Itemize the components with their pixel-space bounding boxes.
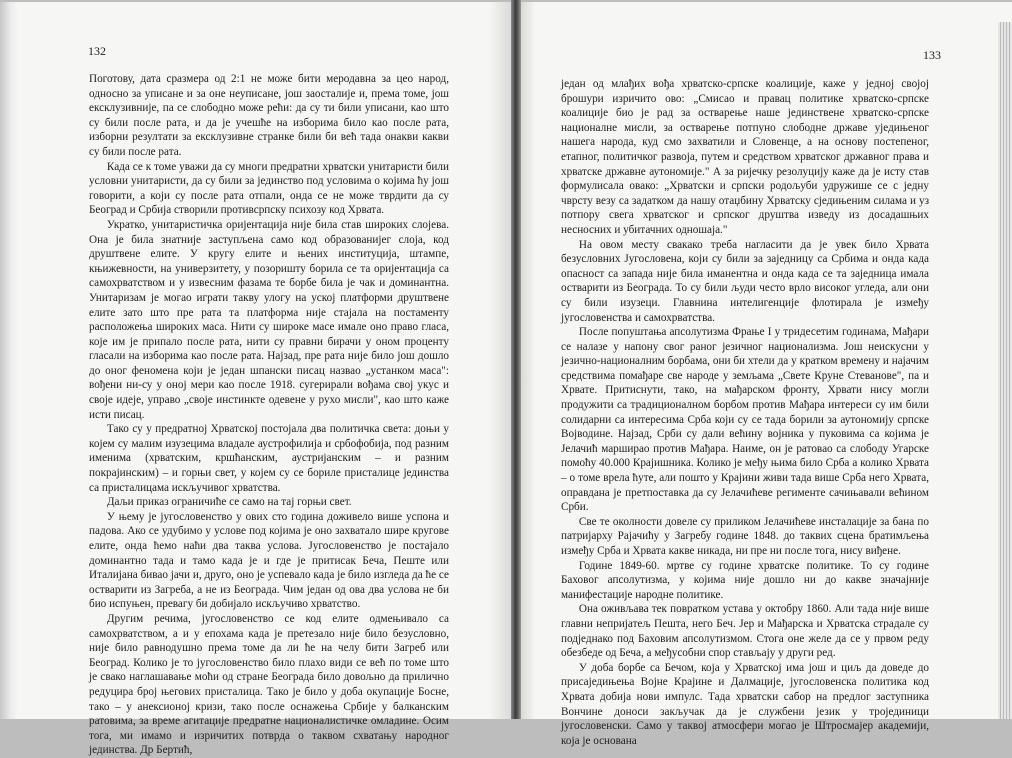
left-page-text [89,72,449,758]
page-stack-edge [998,22,1012,719]
page-number-right: 133 [923,48,941,62]
paragraph: Све те околности довеле су приликом Јелачићеве инсталације за бана по патријарху Рајачићу у Загребу године 1848. до таквих сцена братимљења између Срба и Хрвата какве никада, ни пре ни после тога, нису виђене. [561,515,929,557]
paragraph: Другим речима, југословенство се код елите одмењивало са самохрватством, а и у епохама када је претезало није било безусловно, није било равнодушно према томе да ли ће на челу бити Загреб или Београд. Колико је то југословенство било плахо види се већ по томе што је свако наглашавање моћи од стране Београда било довољно да прилично редуцира број његових присталица. Тако је било у доба окупације Босне, тако – у анексионој кризи, тако после оснажења Србије у балканским ратовима, за време агитације предратне националистичке омладине. Осим тога, ми имамо и изричитих потврда о таквом схватању народног јединства. Др Бертић, [89,612,449,757]
right-page [519,2,1012,747]
paragraph: један од млађих вођа хрватско-српске коалиције, каже у једној својој брошури изричито ово: „Смисао и правац политике хрватско-српске коалиције био је рад за остварење наше јединствене хрватско-српске националне мисли, за остварење потпуно слободне државе уједињеног нашега народа, куд смо захватили и Словенце, а на основу постепеног, етапног, политичког развоја, путем и средством хрватског државног права и хрватске државне аутономије." А за ријечку резолуцију каже да је исту став формулисала овако: „Хрватски и српски родољуби удружише се с једну чврсту везу са задатком да нашу отаџбину Хрватску сједињеним силама и уз потпору свега хрватског и српског друштва изведу из досадашњих несносних и убитачних одношаја." [561,78,929,236]
paragraph: Тако су у предратној Хрватској постојала два политичка света: доњи у којем су малим изузецима владале аустрофилија и србофобија, под разним именима (хрватским, кршћанским, аустријанским – и разним покрајинским) – и горњи свет, у којем су се бориле присталице јединства са присталицама искључивог хрватства. [89,423,449,494]
gutter-shadow [519,2,535,719]
paragraph: У доба борбе са Бечом, која у Хрватској има још и циљ да доведе до присаједињења Војне Крајине и Далмације, југословенска политика код Хрвата добија нови импулс. Тада хрватски сабор на предлог заступника Вончине доноси закључак да је службени језик у тројединици југословенски. Само у таквој атмосфери могао је Штросмајер академији, која је основана [561,661,929,747]
page-number-left: 132 [88,44,106,58]
paragraph: После попуштања апсолутизма Фрање I у тридесетим годинама, Мађари се налазе у напону свог раног језичног национализма. Још неискусни у језично-националним борбама, они би хтели да у кратком времену и најачим средствима помађаре све народе у земљама „Свете Круне Стевановe", па и Хрвате. Притиснути, тако, на мађарском фронту, Хрвати нису могли продужити са традиционалном борбом против Мађара интереси су им били солидарни са интересима Срба који су се тада борили за аутономију српске Војводине. Најзад, Срби су дали већину војника у пуковима са којима је Јелачић марширао против Мађара. Наиме, он је ратовао са слободу Угарске помоћу 40.000 Крајишника. Колико је међу њима било Срба а колико Хрвата – о томе врела ћуте, али пошто у Крајини живи тада више Срба него Хрвата, оправдана је претпоставка да су Јелачићеве регименте сачињавали већином Срби. [561,326,929,514]
paragraph: Када се к томе уважи да су многи предратни хрватски унитаристи били условни унитаристи, да су били за јединство под условима о којима ћу још говорити, а који су после рата отпали, онда се не може тврдити да су Београд и Србија створили противсрпску психозу код Хрвата. [89,160,449,217]
paragraph: Укратко, унитаристичка оријентација није била став широких слојева. Она је била знатније заступљена само код образованијег слоја, код друштвене елите. У кругу елите и њених институција, штампе, књижевности, на универзитету, у позоришту борила се та оријентација са самохрватством и у извесним фазама те борбе била је чак и доминантна. Унитаризам је могао играти такву улогу на уској платформи друштвене елите зато што пре рата та платформа није стајала на постаменту расположења широких маса. Нити су широке масе имале оно право гласа, које им је припало после рата, нити су правни бирачи у оном проценту гласали на изборима као после рата. Најзад, пре рата није било још дошло до оног феномена који је један шпански писац назвао „устанком маса": вођени ни-су у оној мери као после 1918. сугерирали вођама свој укус и своје идеје, управо „своје инстинкте одевене у рухо мисли", као што каже исти писац. [89,218,449,421]
page-edge-shadow [0,2,18,719]
paragraph: Године 1849-60. мртве су године хрватске политике. То су године Баховог апсолутизма, у којима није дошло ни до какве значајније манифестације народне политике. [561,559,929,601]
paragraph: Даљи приказ ограничиће се само на тај горњи свет. [106,496,352,509]
left-page [0,2,513,757]
gutter-shadow [489,2,513,719]
right-page-text [561,77,929,748]
paragraph: У њему је југословенство у ових сто година доживело више успона и падова. Ако се удубимо у услове под којима је оно захватало шире кругове елите, онда ћемо наћи два таква услова. Југословенство је постајало доминантно тада и тамо када је и где је притисак Беча, Пеште или Италијана бивао јачи и, друго, оно је успевало када је било изгледа да ће се остварити из Загреба, а не из Београда. Чим један од ова два услова не би био испуњен, превагу би добијало искључиво хрватство. [89,510,449,611]
book-spine [511,0,521,719]
paragraph: Она оживљава тек повратком устава у октобру 1860. Али тада није више главни непријатељ Пешта, него Беч. Јер и Мађарска и Хрватска страдале су подједнако под Баховим апсолутизмом. Стога оне желе да се у првом реду обезбеде од Беча, а међусобни спор стављају у други ред. [561,603,929,660]
paragraph: Поготову, дата сразмера од 2:1 не може бити меродавна за цео народ, односно за уписане и за оне неуписане, још заосталије и, према томе, још ексклузивније, па се слободно може рећи: да су ти били уписани, као што су били после рата, и да је учешће на изборима било као после рата, изборни резултати за ексклузивне странке били би већ тада онакви какви су били после рата. [89,73,449,158]
paragraph: На овом месту свакако треба нагласити да је увек било Хрвата безусловних Југословена, који су били за заједницу са Србима и онда када опасност са запада није била иманентна и онда када се та заједница имала остварити из Београда. То су били људи често врло високог угледа, али они су били изузеци. Главнина интелигенције флотирала је између југословенства и самохрватства. [561,238,929,324]
